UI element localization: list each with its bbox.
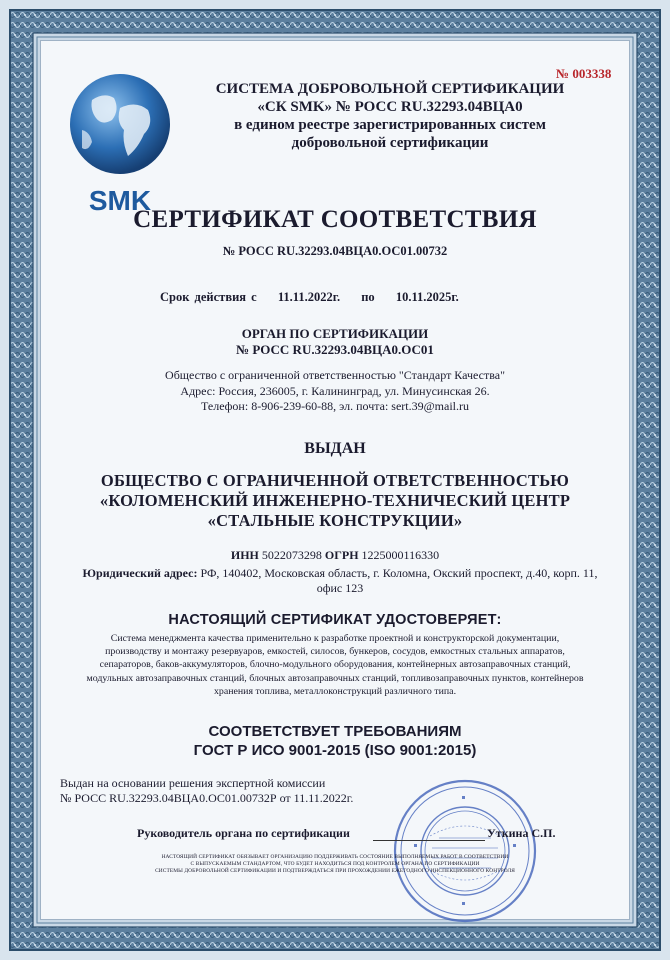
organ-info-line: Телефон: 8-906-239-60-88, эл. почта: sert.39@mail.ru — [201, 399, 469, 413]
organ-info-line: Адрес: Россия, 236005, г. Калининград, ул. Минусинская 26. — [180, 383, 490, 398]
inn-value: 5022073298 — [261, 548, 322, 562]
issued-label: ВЫДАН — [304, 440, 366, 457]
validity-label: Срок действия с — [160, 290, 257, 304]
organ-number: № РОСС RU.32293.04ВЦА0.ОС01 — [236, 342, 434, 357]
address-label: Юридический адрес: — [82, 566, 198, 580]
company-line: ОБЩЕСТВО С ОГРАНИЧЕННОЙ ОТВЕТСТВЕННОСТЬЮ — [100, 471, 570, 490]
validity-to: 10.11.2025г. — [395, 290, 459, 304]
scope-line: производству и монтажу резервуаров, емкостей, силосов, бункеров, сосудов, емкостных стальных аппаратов, — [105, 646, 565, 658]
certificate-serial-number: № 003338 — [556, 66, 612, 81]
company-line: «СТАЛЬНЫЕ КОНСТРУКЦИИ» — [207, 511, 463, 530]
issuance-basis — [60, 776, 353, 806]
document-number: № РОСС RU.32293.04ВЦА0.ОС01.00732 — [222, 244, 448, 258]
scope-line: сепараторов, баков-аккумуляторов, блочно-модульного оборудования, контейнерных автозаправочных станций, — [99, 659, 571, 671]
complies-line: СООТВЕТСТВУЕТ ТРЕБОВАНИЯМ — [208, 723, 462, 740]
company-ids — [40, 548, 630, 563]
company-line: «КОЛОМЕНСКИЙ ИНЖЕНЕРНО-ТЕХНИЧЕСКИЙ ЦЕНТР — [99, 491, 571, 510]
smk-globe-logo — [62, 70, 180, 220]
company-name — [40, 471, 630, 531]
scope-line: модульных автозаправочных станций, блочных автозаправочных станций, топливозаправочных пунктов, контейнеров — [86, 672, 584, 684]
system-line: добровольной сертификации — [291, 135, 489, 151]
organ-heading: ОРГАН ПО СЕРТИФИКАЦИИ — [241, 326, 429, 341]
basis-line: № РОСС RU.32293.04ВЦА0.ОС01.00732Р от 11.11.2022г. — [60, 791, 354, 805]
ogrn-label: ОГРН — [324, 548, 359, 562]
certification-system-header — [180, 80, 600, 152]
document-title: СЕРТИФИКАТ СООТВЕТСТВИЯ — [133, 206, 537, 233]
scope-line: Система менеджмента качества применительно к разработке проектной и конструкторской документации, — [110, 633, 560, 644]
complies-line: ГОСТ Р ИСО 9001-2015 (ISO 9001:2015) — [193, 742, 477, 759]
validity-to-label: по — [361, 290, 375, 304]
organ-info-line: Общество с ограниченной ответственностью "Стандарт Качества" — [165, 368, 505, 382]
certifies-heading: НАСТОЯЩИЙ СЕРТИФИКАТ УДОСТОВЕРЯЕТ: — [168, 612, 502, 628]
standard-compliance — [40, 722, 630, 760]
footnote-line: С ВЫПУСКАЕМЫМ СТАНДАРТОМ, ЧТО БУДЕТ НАХОДИТЬСЯ ПОД КОНТРОЛЕМ ОРГАНА ПО СЕРТИФИКАЦИИ — [190, 861, 480, 868]
certification-scope — [52, 632, 618, 698]
system-line: «СК SMK» № РОСС RU.32293.04ВЦА0 — [257, 99, 523, 115]
inn-label: ИНН — [230, 548, 259, 562]
logo-text: SMK — [88, 185, 152, 216]
validity-period — [160, 290, 475, 305]
scope-line: хранения топлива, металлоконструкций различного типа. — [213, 685, 457, 697]
system-line: СИСТЕМА ДОБРОВОЛЬНОЙ СЕРТИФИКАЦИИ — [215, 81, 565, 97]
system-line: в едином реестре зарегистрированных систем — [234, 117, 546, 133]
certification-body — [40, 326, 630, 358]
validity-from: 11.11.2022г. — [277, 290, 341, 304]
footnote — [120, 854, 550, 876]
signature-label: Руководитель органа по сертификации — [137, 826, 350, 840]
address-value: РФ, 140402, Московская область, г. Коломна, Окский проспект, д.40, корп. 11, офис 123 — [200, 566, 598, 595]
legal-address — [70, 566, 610, 596]
organ-info — [40, 368, 630, 415]
basis-line: Выдан на основании решения экспертной комиссии — [60, 776, 326, 790]
footnote-line: НАСТОЯЩИЙ СЕРТИФИКАТ ОБЯЗЫВАЕТ ОРГАНИЗАЦИЮ ПОДДЕРЖИВАТЬ СОСТОЯНИЕ ВЫПОЛНЯЕМЫХ РАБОТ В СООТВЕТСТВИИ — [161, 854, 509, 860]
footnote-line: СИСТЕМЫ ДОБРОВОЛЬНОЙ СЕРТИФИКАЦИИ И ПОДТВЕРЖДАТЬСЯ ПРИ ПРОХОЖДЕНИИ ЕЖЕГОДНОГО ИНСПЕКЦИОННОГО КОНТРОЛЯ — [155, 868, 515, 875]
ogrn-value: 1225000116330 — [361, 548, 440, 562]
round-seal-stamp — [392, 778, 538, 924]
signature-line — [373, 840, 485, 841]
signatory-name: Уткина С.П. — [487, 826, 556, 840]
